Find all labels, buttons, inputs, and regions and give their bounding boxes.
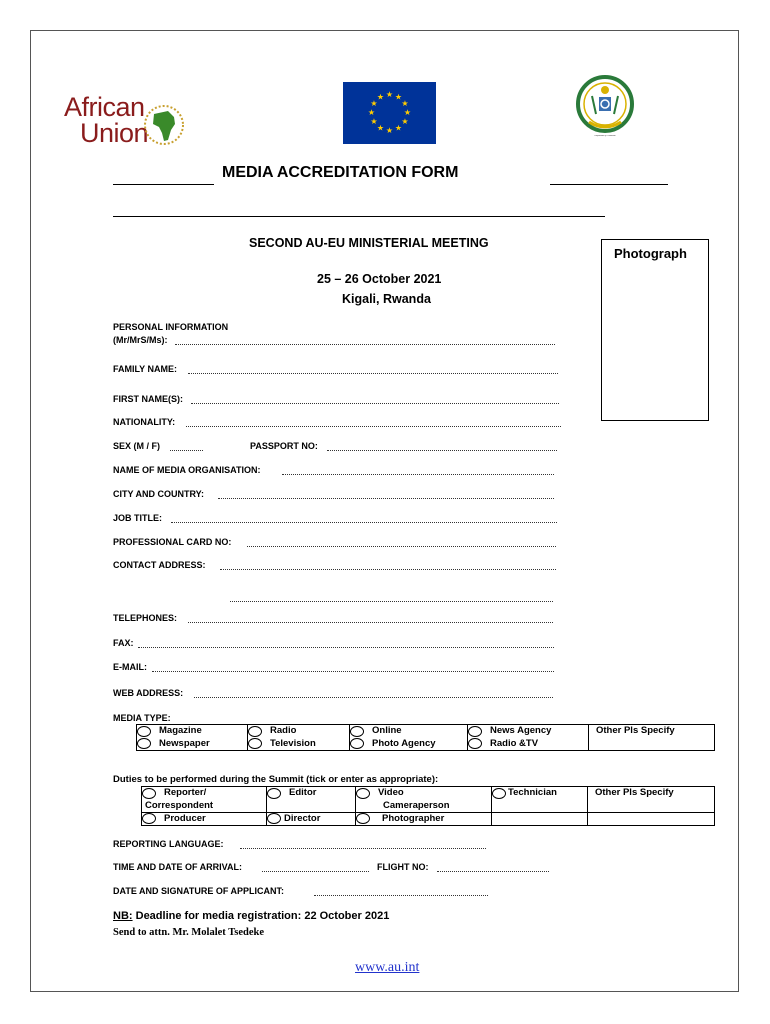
au-logo-line2: Union <box>80 118 149 148</box>
svg-text:★: ★ <box>385 126 394 135</box>
sex-field[interactable] <box>170 441 203 451</box>
media-option-online[interactable]: Online <box>350 725 467 738</box>
title-field[interactable] <box>175 335 555 345</box>
duty-option-technician[interactable]: Technician <box>492 787 587 800</box>
meeting-location: Kigali, Rwanda <box>342 292 431 306</box>
deadline-text: Deadline for media registration: 22 October 2021 <box>135 910 390 922</box>
family-name-field[interactable] <box>188 364 558 374</box>
sex-label: SEX (M / F) <box>113 441 160 451</box>
radio-circle-icon <box>356 813 370 824</box>
duty-video-line2: Cameraperson <box>383 799 450 811</box>
duty-option-producer[interactable]: Producer <box>142 813 266 826</box>
radio-circle-icon <box>350 738 364 749</box>
svg-text:★: ★ <box>394 123 403 133</box>
deadline-note <box>113 910 389 922</box>
professional-card-label: PROFESSIONAL CARD NO: <box>113 537 232 547</box>
title-label: (Mr/MrS/Ms): <box>113 335 168 345</box>
radio-circle-icon <box>142 788 156 799</box>
eu-flag <box>343 82 436 144</box>
media-type-table <box>136 724 715 751</box>
fax-field[interactable] <box>138 638 554 648</box>
svg-text:★: ★ <box>376 123 385 133</box>
media-option-radio[interactable]: Radio <box>248 725 349 738</box>
title-left-line <box>113 184 214 185</box>
professional-card-field[interactable] <box>247 537 556 547</box>
radio-circle-icon <box>137 738 151 749</box>
svg-text:★: ★ <box>385 90 394 99</box>
radio-circle-icon <box>267 813 281 824</box>
radio-circle-icon <box>267 788 281 799</box>
media-option-radio-tv[interactable]: Radio &TV <box>468 738 588 751</box>
web-address-label: WEB ADDRESS: <box>113 688 184 698</box>
duty-other-cell[interactable] <box>588 787 715 813</box>
duty-other-label: Other Pls Specify <box>595 787 674 798</box>
radio-circle-icon <box>248 738 262 749</box>
media-org-label: NAME OF MEDIA ORGANISATION: <box>113 465 261 475</box>
duty-reporter-line2: Correspondent <box>145 799 214 811</box>
duty-option-reporter[interactable]: Reporter/ <box>142 787 266 800</box>
radio-circle-icon <box>492 788 506 799</box>
media-option-news-agency[interactable]: News Agency <box>468 725 588 738</box>
first-name-label: FIRST NAME(S): <box>113 394 183 404</box>
radio-circle-icon <box>137 726 151 737</box>
radio-circle-icon <box>468 738 482 749</box>
media-type-heading: MEDIA TYPE: <box>113 713 171 723</box>
duty-option-editor[interactable]: Editor <box>267 787 355 800</box>
media-org-field[interactable] <box>282 465 554 475</box>
signature-label: DATE AND SIGNATURE OF APPLICANT: <box>113 886 284 896</box>
rwanda-seal <box>575 66 635 146</box>
personal-info-heading: PERSONAL INFORMATION <box>113 322 229 332</box>
svg-text:★: ★ <box>401 99 409 108</box>
city-country-label: CITY AND COUNTRY: <box>113 489 204 499</box>
svg-text:★: ★ <box>394 92 403 102</box>
form-title: MEDIA ACCREDITATION FORM <box>222 164 459 181</box>
reporting-language-label: REPORTING LANGUAGE: <box>113 839 224 849</box>
svg-text:★: ★ <box>370 99 378 108</box>
arrival-label: TIME AND DATE OF ARRIVAL: <box>113 862 242 872</box>
contact-address-field[interactable] <box>220 560 556 570</box>
au-logo-line1: African <box>64 92 145 122</box>
duty-empty-cell <box>588 812 715 826</box>
family-name-label: FAMILY NAME: <box>113 364 178 374</box>
media-other-cell[interactable] <box>589 725 715 751</box>
radio-circle-icon <box>248 726 262 737</box>
duty-option-director[interactable]: Director <box>267 813 355 826</box>
passport-label: PASSPORT NO: <box>250 441 318 451</box>
svg-text:★: ★ <box>401 117 409 126</box>
flight-no-label: FLIGHT NO: <box>377 862 429 872</box>
nationality-label: NATIONALITY: <box>113 417 176 427</box>
send-to-text: Send to attn. Mr. Molalet Tsedeke <box>113 927 264 938</box>
email-field[interactable] <box>152 662 554 672</box>
radio-circle-icon <box>468 726 482 737</box>
photograph-label: Photograph <box>614 246 687 261</box>
svg-text:★: ★ <box>370 117 378 126</box>
title-right-line <box>550 184 668 185</box>
signature-field[interactable] <box>314 886 488 896</box>
title-underline <box>113 216 605 217</box>
svg-text:★: ★ <box>367 108 376 117</box>
telephones-field[interactable] <box>188 613 553 623</box>
telephones-label: TELEPHONES: <box>113 613 178 623</box>
city-country-field[interactable] <box>218 489 554 499</box>
website-link[interactable]: www.au.int <box>355 960 420 975</box>
arrival-field[interactable] <box>262 862 369 872</box>
email-label: E-MAIL: <box>113 662 147 672</box>
african-union-logo <box>64 92 184 152</box>
fax-label: FAX: <box>113 638 134 648</box>
media-option-magazine[interactable]: Magazine <box>137 725 247 738</box>
media-option-newspaper[interactable]: Newspaper <box>137 738 247 751</box>
africa-map-icon <box>144 102 184 148</box>
web-address-field[interactable] <box>194 688 553 698</box>
radio-circle-icon <box>350 726 364 737</box>
radio-circle-icon <box>142 813 156 824</box>
media-option-television[interactable]: Television <box>248 738 349 751</box>
media-other-label: Other Pls Specify <box>596 725 675 736</box>
reporting-language-field[interactable] <box>240 839 486 849</box>
svg-text:★: ★ <box>376 92 385 102</box>
passport-field[interactable] <box>327 441 557 451</box>
duty-option-photographer[interactable]: Photographer <box>356 813 491 826</box>
meeting-dates: 25 – 26 October 2021 <box>317 272 442 286</box>
nationality-field[interactable] <box>186 417 561 427</box>
media-option-photo-agency[interactable]: Photo Agency <box>350 738 467 751</box>
duty-empty-cell <box>492 812 588 826</box>
job-title-field[interactable] <box>171 513 557 523</box>
svg-text:★: ★ <box>403 108 412 117</box>
meeting-title: SECOND AU-EU MINISTERIAL MEETING <box>249 236 489 250</box>
job-title-label: JOB TITLE: <box>113 513 162 523</box>
duty-option-video[interactable]: Video <box>356 787 491 800</box>
nb-label: NB: <box>113 910 133 922</box>
contact-address-label: CONTACT ADDRESS: <box>113 560 206 570</box>
first-name-field[interactable] <box>191 394 559 404</box>
photograph-box[interactable] <box>601 239 709 421</box>
duties-table <box>141 786 715 826</box>
rwanda-seal-icon <box>575 66 635 146</box>
flight-no-field[interactable] <box>437 862 549 872</box>
duties-heading: Duties to be performed during the Summit (tick or enter as appropriate): <box>113 774 439 785</box>
rwanda-seal-text: Repubulika y'u Rwanda <box>594 135 616 137</box>
contact-address-field-2[interactable] <box>230 592 553 602</box>
radio-circle-icon <box>356 788 370 799</box>
